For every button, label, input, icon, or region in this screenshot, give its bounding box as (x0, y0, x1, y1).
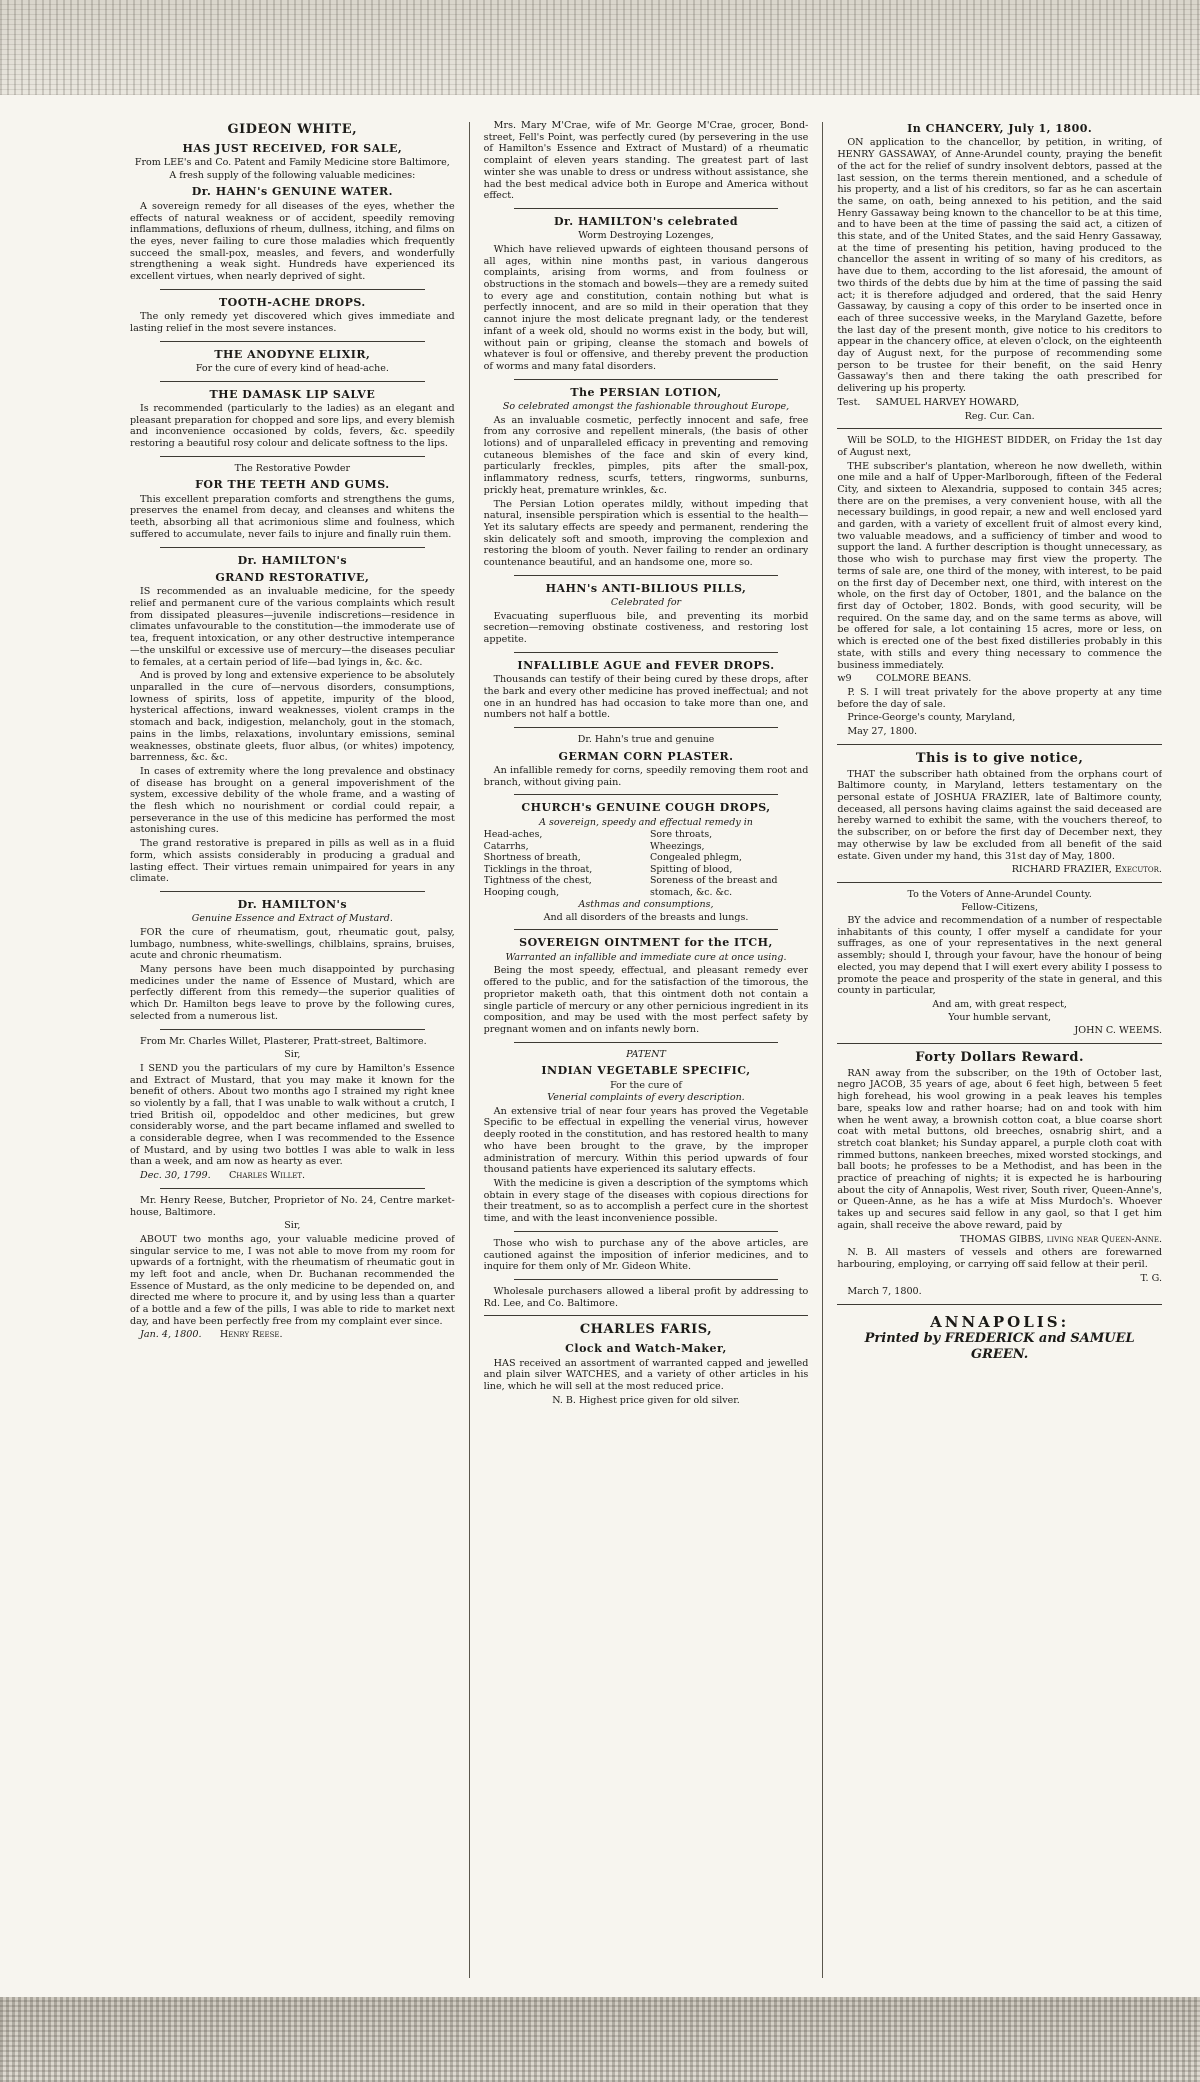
ailment-item: Ticklings in the throat, (483, 863, 593, 875)
section-body: Many persons have been much disappointed by purchasing medicines under the name of Essence of Mustard, which are perfectly different from this remedy—the superior qualities of which Dr. Hamilton begs leave to prove by the following cures, selected from a numerous list. (130, 964, 455, 1022)
testimonial-body: I SEND you the particulars of my cure by Hamilton's Essence and Extract of Mustard, that you may make it known for the benefit of others. About two months ago I strained my right knee so violently by a fall, that I was unable to walk without a crutch, I tried British oil, oppodeldoc and other medicines, but grew considerably worse, and the part became inflamed and swelled to a considerable degree, when I was recommended to the Essence of Mustard, and by using two bottles I was able to walk in less than a week, and am now as hearty as ever. (130, 1062, 455, 1168)
section-subtitle: Celebrated for (610, 597, 682, 609)
wholesale-note: Wholesale purchasers allowed a liberal profit by addressing to Rd. Lee, and Co. Baltimore. (483, 1285, 809, 1309)
divider (160, 289, 425, 290)
ailment-item: Shortness of breath, (483, 852, 581, 864)
testimonial-heading: Mr. Henry Reese, Butcher, Proprietor of No. 24, Centre market-house, Baltimore. (130, 1194, 455, 1218)
caution-note: Those who wish to purchase any of the above articles, are cautioned against the imposition of inferior medicines, and to inquire for them only of Mr. Gideon White. (483, 1237, 809, 1273)
divider (837, 1304, 1162, 1305)
voters-closing: And am, with great respect, (932, 999, 1067, 1010)
ailment-list (484, 829, 809, 898)
section-body: In cases of extremity where the long prevalence and obstinacy of disease has brought on a general impoverishment of the system, excessive debility of the whole frame, and a wasting of the flesh which no nourishment or cordial could repair, a perseverance in the use of this medicine has performed the most astonishing cures. (130, 765, 455, 836)
divider (514, 929, 779, 930)
divider (837, 1043, 1162, 1044)
reward-signature: THOMAS GIBBS, living near Queen-Anne. (959, 1233, 1162, 1245)
divider (514, 727, 779, 728)
chancery-body: ON application to the chancellor, by petition, in writing, of HENRY GASSAWAY, of Anne-Arundel county, praying the benefit of the act for the relief of sundry insolvent debtors, passed at the last session, on the terms therein mentioned, and a schedule of his property, and a list of his creditors, so far as he can ascertain the same, on oath, being annexed to his petition, and the said Henry Gassaway being known to the chancellor to be at this time, and to have been at the time of passing the said act, a citizen of this state, and of the United States, and the said Henry Gassaway, at the time of presenting his petition, having produced to the chancellor the assent in writing of so many of his creditors, as have due to them, according to the list aforesaid, the amount of two thirds of the debts due by him at the time of passing the said act; it is therefore adjudged and ordered, that the said Henry Gassaway, by causing a copy of this order to be inserted once in each of three successive weeks, in the Maryland Gazette, before the last day of the present month, give notice to his creditors to appear in the chancery office, at eleven o'clock, on the eighteenth day of August next, for the purpose of recommending some person to be trustee for their benefit, on the said Henry Gassaway's then and there taking the oath prescribed for delivering up his property. (837, 137, 1162, 395)
divider (837, 428, 1162, 429)
section-subtitle: GERMAN CORN PLASTER. (558, 749, 734, 763)
notice-signature: RICHARD FRAZIER, Executor. (1011, 864, 1162, 876)
column-divider (822, 122, 823, 1978)
chancery-signature-title: Reg. Cur. Can. (964, 410, 1035, 422)
section-body: The only remedy yet discovered which gives immediate and lasting relief in the most severe instances. (130, 311, 455, 334)
sale-signature: w9 COLMORE BEANS. (837, 673, 972, 685)
testimonial-body: Mrs. Mary M'Crae, wife of Mr. George M'Crae, grocer, Bond-street, Fell's Point, was perfectly cured (by persevering in the use of Hamilton's Essence and Extract of Mustard) of a rheumatic complaint of eleven years standing. The greatest part of last winter she was unable to dress or undress without assistance, she had the best medical advice both in Europe and America without effect. (483, 120, 809, 202)
notice-body: THAT the subscriber hath obtained from the orphans court of Baltimore county, in Maryland, letters testamentary on the personal estate of JOSHUA FRAZIER, late of Baltimore county, deceased, all persons having claims against the said deceased are hereby warned to exhibit the same, with the vouchers thereof, to the subscriber, on or before the first day of December next, they may otherwise by law be excluded from all benefit of the said estate. Given under my hand, this 31st day of May, 1800. (837, 768, 1162, 862)
divider (514, 1042, 779, 1043)
ad-title: GIDEON WHITE, (227, 122, 358, 137)
section-subtitle: Genuine Essence and Extract of Mustard. (191, 913, 393, 925)
section-title: Dr. HAMILTON's (237, 553, 348, 567)
reward-title: Forty Dollars Reward. (915, 1049, 1085, 1065)
ad-subtitle: From LEE's and Co. Patent and Family Medicine store Baltimore, (134, 157, 450, 169)
divider (484, 1315, 809, 1316)
notice-title: This is to give notice, (915, 750, 1084, 766)
ailment-item: Spitting of blood, (650, 863, 733, 875)
scan-edge-top (0, 0, 1200, 95)
gideon-white-ad (130, 122, 455, 1341)
page-columns (130, 118, 1162, 1978)
testimonial-date: Jan. 4, 1800. Henry Reese. (140, 1329, 283, 1341)
section-subtitle: For the cure of (610, 1079, 682, 1091)
faris-body: HAS received an assortment of warranted capped and jewelled and plain silver WATCHES, and a variety of other articles in his line, which he will sell at the most reduced price. (483, 1357, 809, 1392)
divider (514, 208, 779, 209)
divider (514, 1231, 779, 1232)
section-title: Dr. HAMILTON's celebrated (553, 214, 739, 228)
divider (837, 882, 1162, 883)
section-subtitle: Warranted an infallible and immediate cure at once using. (505, 951, 787, 963)
voters-signature: JOHN C. WEEMS. (1074, 1025, 1162, 1037)
voters-body: BY the advice and recommendation of a number of respectable inhabitants of this county, I offer myself a candidate for your suffrages, as one of your representatives in the next general assembly; should I, through your favour, have the honour of being elected, you may depend that I will exert every ability I possess to promote the peace and prosperity of the state in general, and this county in particular, (837, 915, 1162, 997)
testimonial-salutation: Sir, (284, 1049, 301, 1061)
section-body: Which have relieved upwards of eighteen thousand persons of all ages, within nine months past, in various dangerous complaints, arising from worms, and from foulness or obstructions in the stomach and bowels—they are a remedy suited to every age and constitution, contain nothing but what is perfectly innocent, and are so mild in their operation that they cannot injure the most delicate pregnant lady, or the tenderest infant of a week old, should no worms exist in the body, but will, without pain or griping, cleanse the stomach and bowels of whatever is foul or offensive, and thereby prevent the production of worms and many fatal disorders. (483, 243, 809, 372)
section-title: SOVEREIGN OINTMENT for the ITCH, (519, 936, 773, 950)
divider (160, 547, 425, 548)
section-body: The Persian Lotion operates mildly, without impeding that natural, insensible perspiration which is essential to the health—Yet its salutary effects are speedy and permanent, rendering the skin delicately soft and smooth, improving the complexion and restoring the bloom of youth. Never failing to render an ordinary countenance beautiful, and an handsome one, more so. (483, 498, 809, 569)
reward-initials: T. G. (1140, 1272, 1162, 1284)
sale-body: THE subscriber's plantation, whereon he now dwelleth, within one mile and a half of Upper-Marlborough, fifteen of the Federal City, and sixteen to Alexandria, supposed to contain 345 acres; there are on the premises, a very convenient house, with all the necessary buildings, in good repair, a new and well enclosed yard and garden, with a variety of excellent fruit of almost every kind, two valuable meadows, and a sufficiency of timber and wood to support the land. A further description is thought unnecessary, as those who wish to purchase may first view the property. The terms of sale are, one third of the money, with interest, to be paid on the first day of December next, one third, with interest on the whole, on the first day of October, 1801, and the balance on the first day of October, 1802. Bonds, with good security, will be required. On the same day, and on the same terms as above, will be offered for sale, a lot containing 15 acres, more or less, on which is erected one of the best fixed distilleries probably in this state, with stills and every thing necessary to commence the business immediately. (837, 460, 1162, 671)
sale-place: Prince-George's county, Maryland, (847, 712, 1016, 724)
section-title: THE ANODYNE ELIXIR, (214, 347, 371, 361)
section-title: TOOTH-ACHE DROPS. (218, 295, 366, 309)
divider (160, 1029, 425, 1030)
faris-note: N. B. Highest price given for old silver. (552, 1394, 740, 1406)
colophon-place: ANNAPOLIS: (930, 1313, 1070, 1332)
section-body: FOR the cure of rheumatism, gout, rheumatic gout, palsy, lumbago, numbness, white-swellings, chilblains, sprains, bruises, acute and chronic rheumatism. (130, 926, 455, 962)
divider (514, 379, 779, 380)
ailment-item: Congealed phlegm, (650, 852, 742, 864)
testimonial-date: Dec. 30, 1799. Charles Willet. (140, 1170, 306, 1182)
section-subtitle: So celebrated amongst the fashionable throughout Europe, (502, 401, 790, 413)
ailment-list-left (484, 829, 642, 898)
ailment-item: stomach, &c. &c. (650, 886, 733, 898)
section-body: As an invaluable cosmetic, perfectly innocent and safe, free from any corrosive and repellent minerals, (the basis of other lotions) and of unparalleled efficacy in preventing and removing cutaneous blemishes of the face and skin of every kind, particularly freckles, pimples, pits after the small-pox, inflammatory redness, scurfs, tetters, ringworms, sunburns, prickly heat, premature wrinkles, &c. (483, 414, 809, 496)
divider (514, 794, 779, 795)
section-body: With the medicine is given a description of the symptoms which obtain in every stage of the diseases with copious directions for their treatment, so as to accomplish a perfect cure in the shortest time, and with the least inconvenience possible. (483, 1177, 809, 1225)
divider (160, 1188, 425, 1189)
section-subtitle: GRAND RESTORATIVE, (215, 570, 370, 584)
section-body: A sovereign remedy for all diseases of the eyes, whether the effects of natural weakness or of accident, speedily removing inflammations, defluxions of rheum, dullness, itching, and films on the eyes, never failing to cure those maladies which frequently succeed the small-pox, measles, and fevers, and wonderfully strengthening a weak sight. Hundreds have experienced its excellent virtues, when nearly deprived of sight. (130, 200, 455, 283)
section-title: CHURCH's GENUINE COUGH DROPS, (521, 801, 771, 815)
section-title: INFALLIBLE AGUE and FEVER DROPS. (517, 658, 775, 672)
section-footnote: Asthmas and consumptions, (578, 899, 714, 911)
ailment-item: Catarrhs, (483, 840, 529, 852)
section-subtitle: Venerial complaints of every description. (547, 1092, 745, 1104)
section-title: The Restorative Powder (234, 462, 351, 474)
divider (160, 381, 425, 382)
section-body: IS recommended as an invaluable medicine, for the speedy relief and permanent cure of the various complaints which result from dissipated pleasures—juvenile indiscretions—residence in climates unfavourable to the constitution—the immoderate use of tea, frequent intoxication, or any other destructive intemperance—the unskilful or excessive use of mercury—the diseases peculiar to females, at a certain period of life—bad lyings in, &c. &c. (130, 586, 455, 668)
section-body: Being the most speedy, effectual, and pleasant remedy ever offered to the public, and for the satisfaction of the timorous, the proprietor maketh oath, that this ointment doth not contain a single particle of mercury or any other pernicious ingredient in its composition, and may be used with the most perfect safety by pregnant women and on infants newly born. (483, 965, 809, 1035)
voters-salutation: Fellow-Citizens, (961, 901, 1038, 913)
section-title: THE DAMASK LIP SALVE (209, 387, 376, 401)
section-title: Dr. HAMILTON's (237, 897, 348, 911)
section-title: Dr. Hahn's true and genuine (577, 734, 715, 746)
colophon-printer: Printed by FREDERICK and SAMUEL GREEN. (864, 1331, 1135, 1363)
ailment-list-right (650, 829, 808, 898)
faris-subtitle: Clock and Watch-Maker, (565, 1342, 727, 1356)
section-title: INDIAN VEGETABLE SPECIFIC, (541, 1064, 751, 1078)
section-body: This excellent preparation comforts and strengthens the gums, preserves the enamel from decay, and cleanses and whitens the teeth, absorbing all that acrimonious slime and foulness, which suffered to accumulate, never fails to injure and finally ruin them. (130, 493, 455, 540)
section-body: Thousands can testify of their being cured by these drops, after the bark and every other medicine has proved ineffectual; and not one in an hundred has had occasion to take more than one, and numbers not half a bottle. (483, 674, 809, 721)
testimonial-body: ABOUT two months ago, your valuable medicine proved of singular service to me, I was not able to move from my room for upwards of a fortnight, with the rheumatism of rheumatic gout in my left foot and ancle, when Dr. Buchanan recommended the Essence of Mustard, as the only medicine to be depended on, and directed me where to procure it, and by using less than a quarter of a bottle and a few of the pills, I was able to ride to market next day, and have been perfectly free from my complaint ever since. (130, 1233, 455, 1327)
ailment-item: Tightness of the chest, (483, 875, 592, 887)
testimonial-signature: Charles Willet. (228, 1170, 306, 1182)
ailment-item: Wheezings, (650, 840, 705, 852)
section-body: And is proved by long and extensive experience to be absolutely unparalled in the cure of—nervous disorders, consumptions, lowness of spirits, loss of appetite, impurity of the blood, hysterical affections, inward weaknesses, violent cramps in the stomach and back, indigestion, melancholy, gout in the stomach, pains in the limbs, relaxations, involuntary emissions, seminal weaknesses, obstinate gleets, fluor albus, (or whites) impotency, barrenness, &c. &c. (130, 670, 455, 764)
sale-heading: Will be SOLD, to the HIGHEST BIDDER, on Friday the 1st day of August next, (837, 435, 1162, 458)
testimonial-heading: From Mr. Charles Willet, Plasterer, Pratt-street, Baltimore. (140, 1035, 427, 1047)
divider (514, 652, 779, 653)
section-body: An infallible remedy for corns, speedily removing them root and branch, without giving pain. (483, 765, 809, 788)
scan-edge-bottom (0, 1997, 1200, 2082)
ailment-item: Soreness of the breast and (650, 875, 778, 887)
divider (514, 1279, 779, 1280)
sale-date: May 27, 1800. (847, 726, 918, 738)
ailment-item: Hooping cough, (483, 886, 560, 898)
section-subtitle: A sovereign, speedy and effectual remedy in (539, 816, 753, 828)
column-1 (130, 118, 455, 1978)
testimonial-salutation: Sir, (284, 1220, 301, 1232)
reward-date: March 7, 1800. (847, 1286, 922, 1298)
section-label: PATENT (626, 1048, 666, 1060)
divider (837, 744, 1162, 745)
column-divider (469, 122, 470, 1978)
voters-closing: Your humble servant, (948, 1011, 1052, 1023)
ad-subtitle: A fresh supply of the following valuable medicines: (169, 169, 416, 181)
column-2 (484, 118, 809, 1978)
sale-postscript: P. S. I will treat privately for the above property at any time before the day of sale. (837, 686, 1162, 710)
section-subtitle: FOR THE TEETH AND GUMS. (195, 478, 390, 492)
chancery-title: In CHANCERY, July 1, 1800. (907, 122, 1093, 135)
section-body: An extensive trial of near four years has proved the Vegetable Specific to be effectual in expelling the venerial virus, however deeply rooted in the constitution, and has restored health to many who have been brought to the grave, by the improper administration of mercury. Within this period upwards of four thousand patients have experienced its salutary effects. (483, 1105, 809, 1176)
section-body: Is recommended (particularly to the ladies) as an elegant and pleasant preparation for chopped and sore lips, and every blemish and inconvenience occasioned by colds, fevers, &c. speedily restoring a beautiful rosy colour and delicate softness to the lips. (130, 402, 455, 450)
section-title: Dr. HAHN's GENUINE WATER. (191, 185, 393, 199)
section-body: The grand restorative is prepared in pills as well as in a fluid form, which assists considerably in producing a gradual and lasting effect. Their virtues remain unimpaired for years in any climate. (130, 838, 455, 885)
testimonial-signature: Henry Reese. (219, 1329, 283, 1341)
divider (514, 575, 779, 576)
section-body: For the cure of every kind of head-ache. (195, 362, 389, 374)
section-title: HAHN's ANTI-BILIOUS PILLS, (545, 581, 747, 595)
reward-note: N. B. All masters of vessels and others are forewarned harbouring, employing, or carrying off said fellow at their peril. (837, 1247, 1162, 1270)
ailment-item: Head-aches, (483, 829, 543, 841)
faris-title: CHARLES FARIS, (579, 1322, 713, 1338)
reward-body: RAN away from the subscriber, on the 19th of October last, negro JACOB, 35 years of age, about 6 feet high, between 5 feet high forehead, his wool growing in a peak leaves his temples bare, speaks low and rather hoarse; had on and took with him when he went away, a brownish cotton coat, a blue coarse short coat with metal buttons, old breeches, osnabrig shirt, and a stretch coat blanket; his Sunday apparel, a purple cloth coat with rimmed buttons, nankeen breeches, mixed worsted stockings, and ball boots; he professes to be a Methodist, and has been in the practice of preaching of nights; it is expected he is harbouring about the city of Annapolis, West river, South river, Queen-Anne's, or Queen-Anne, as he has a wife at Miss Murdoch's. Whoever takes up and secures said fellow in any gaol, so that I get him again, shall receive the above reward, paid by (837, 1067, 1162, 1231)
section-body: Evacuating superfluous bile, and preventing its morbid secretion—removing obstinate costiveness, and restoring lost appetite. (483, 610, 809, 646)
section-footnote: And all disorders of the breasts and lungs. (543, 911, 749, 923)
divider (160, 341, 425, 342)
divider (160, 891, 425, 892)
ailment-item: Sore throats, (650, 829, 713, 841)
section-subtitle: Worm Destroying Lozenges, (578, 230, 714, 242)
section-title: The PERSIAN LOTION, (570, 385, 722, 399)
ad-subtitle: HAS JUST RECEIVED, FOR SALE, (182, 141, 403, 155)
chancery-signature: Test. SAMUEL HARVEY HOWARD, (837, 396, 1020, 408)
voters-heading: To the Voters of Anne-Arundel County. (907, 888, 1092, 900)
column-3 (837, 118, 1162, 1978)
divider (160, 456, 425, 457)
